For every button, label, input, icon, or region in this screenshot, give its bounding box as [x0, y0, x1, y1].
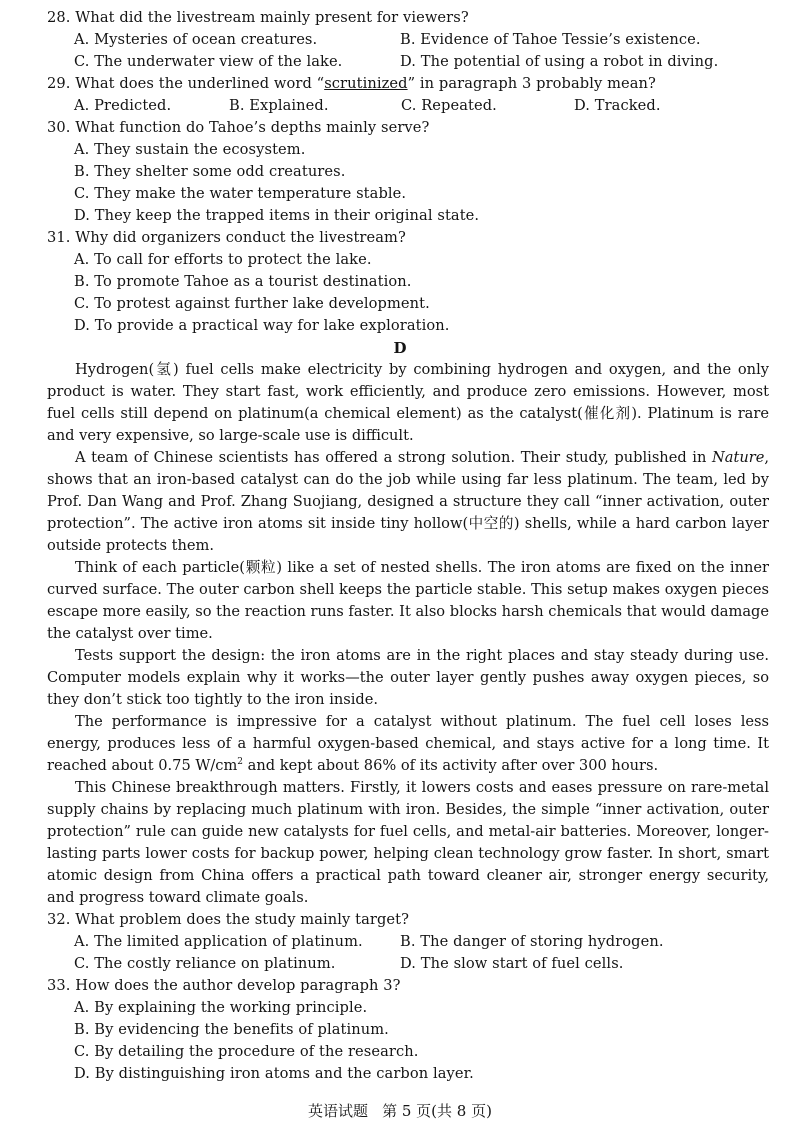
question-29-option-a: A. Predicted. [74, 97, 172, 114]
passage-paragraph-6: This Chinese breakthrough matters. Firstly, it lowers costs and eases pressure on rare-metal supply chains by replacing much platinum with iron. Besides, the simple “inner activation, outer protection” rule can guide new catalysts for fuel cells, and metal-air batteries. Moreover, longer-lasting parts lower costs for backup power, helping clean technology grow faster. In short, smart atomic design from China offers a practical path toward cleaner air, stronger energy security, and progress toward climate goals. [47, 779, 769, 906]
question-33-option-d: D. By distinguishing iron atoms and the carbon layer. [74, 1065, 474, 1082]
question-33-option-a: A. By explaining the working principle. [74, 999, 368, 1016]
passage-paragraph-5: The performance is impressive for a catalyst without platinum. The fuel cell loses less energy, produces less of a harmful oxygen-based chemical, and stays active for a long time. It reached about 0.75 $W/cm^2$ and kept about 86% of its activity after over 300 hours. [47, 713, 769, 774]
superscript: 2 [237, 757, 244, 768]
question-28-option-a: A. Mysteries of ocean creatures. [74, 31, 318, 48]
journal-name: Nature [712, 449, 765, 466]
question-30-option-c: C. They make the water temperature stable. [74, 185, 407, 202]
page-footer [0, 1100, 800, 1122]
question-33-option-c: C. By detailing the procedure of the research. [74, 1043, 419, 1060]
question-31-option-b: B. To promote Tahoe as a tourist destination. [74, 273, 412, 290]
question-33-stem: 33. How does the author develop paragraph 3? [47, 977, 401, 994]
question-28-option-d: D. The potential of using a robot in diving. [400, 53, 719, 70]
question-32-option-c: C. The costly reliance on platinum. [74, 955, 336, 972]
question-32-stem: 32. What problem does the study mainly target? [47, 911, 410, 928]
question-31-option-d: D. To provide a practical way for lake exploration. [74, 317, 450, 334]
passage-paragraph-3: Think of each particle(颗粒) like a set of nested shells. The iron atoms are fixed on the inner curved surface. The outer carbon shell keeps the particle stable. This setup makes oxygen pieces escape more easily, so the reaction runs faster. It also blocks harsh chemicals that would damage the catalyst over time. [47, 559, 770, 642]
underlined-word: scrutinized [324, 75, 408, 92]
question-32-option-b: B. The danger of storing hydrogen. [400, 933, 664, 950]
question-31-option-a: A. To call for efforts to protect the lake. [74, 251, 372, 268]
section-heading: D [393, 339, 407, 357]
question-29-stem: 29. What does the underlined word “scrutinized” in paragraph 3 probably mean? [47, 75, 656, 92]
question-30-option-d: D. They keep the trapped items in their original state. [74, 207, 480, 224]
question-32-option-a: A. The limited application of platinum. [74, 933, 363, 950]
passage-paragraph-4: Tests support the design: the iron atoms are in the right places and stay steady during use. Computer models explain why it works—the outer layer gently pushes away oxygen pieces, so they don’t stick too tightly to the iron inside. [47, 647, 769, 708]
question-30-stem: 30. What function do Tahoe’s depths mainly serve? [47, 119, 430, 136]
question-29-options [0, 95, 800, 117]
question-32-option-d: D. The slow start of fuel cells. [400, 955, 624, 972]
question-28-option-b: B. Evidence of Tahoe Tessie’s existence. [400, 31, 701, 48]
passage-paragraph-1: Hydrogen(氢) fuel cells make electricity by combining hydrogen and oxygen, and the only product is water. They start fast, work efficiently, and produce zero emissions. However, most fuel cells still depend on platinum(a chemical element) as the catalyst(催化剂). Platinum is rare and very expensive, so large-scale use is difficult. [47, 361, 769, 444]
question-28-stem: 28. What did the livestream mainly present for viewers? [47, 9, 469, 26]
question-29-option-b: B. Explained. [229, 97, 329, 114]
footer-page-number: 第 5 页(共 8 页) [382, 1102, 492, 1120]
question-29-option-c: C. Repeated. [401, 97, 497, 114]
question-33-option-b: B. By evidencing the benefits of platinum. [74, 1021, 389, 1038]
question-28-option-c: C. The underwater view of the lake. [74, 53, 343, 70]
question-29-option-d: D. Tracked. [574, 97, 661, 114]
question-30-option-b: B. They shelter some odd creatures. [74, 163, 346, 180]
passage-paragraph-2: A team of Chinese scientists has offered a strong solution. Their study, published in Nature, shows that an iron-based catalyst can do the job while using far less platinum. The team, led by Prof. Dan Wang and Prof. Zhang Suojiang, designed a structure they call “inner activation, outer protection”. The active iron atoms sit inside tiny hollow(中空的) shells, while a hard carbon layer outside protects them. [47, 449, 769, 554]
footer-subject: 英语试题 [308, 1102, 369, 1120]
question-31-stem: 31. Why did organizers conduct the livestream? [47, 229, 406, 246]
question-31-option-c: C. To protest against further lake development. [74, 295, 430, 312]
question-30-option-a: A. They sustain the ecosystem. [74, 141, 306, 158]
